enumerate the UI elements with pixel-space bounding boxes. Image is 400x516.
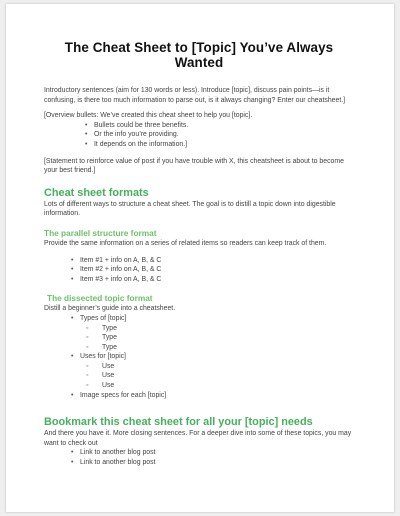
list-item-label: Types of [topic] xyxy=(80,314,127,322)
section-heading-bookmark: Bookmark this cheat sheet for all your [topic] needs xyxy=(44,416,313,429)
list-item: • Item #1 + info on A, B, & C xyxy=(80,256,354,266)
sub-list-item: ◦ Type xyxy=(102,324,354,334)
blog-post-link[interactable]: • Link to another blog post xyxy=(80,448,354,458)
list-item xyxy=(80,391,354,401)
list-item-label: Image specs for each [topic] xyxy=(80,391,167,399)
sub-list-item: ◦ Type xyxy=(102,333,354,343)
list-item: • It depends on the information.] xyxy=(94,140,354,150)
sub-list-item: ◦ Use xyxy=(102,371,354,381)
sub-list-item: ◦ Use xyxy=(102,362,354,372)
blog-post-link[interactable]: • Link to another blog post xyxy=(80,458,354,468)
closing-paragraph: And there you have it. More closing sentences. For a deeper dive into some of these topics, you may want to check out xyxy=(44,430,352,447)
list-item: • Bullets could be three benefits. xyxy=(94,121,354,131)
sub-list-item: ◦ Use xyxy=(102,381,354,391)
document-title: The Cheat Sheet to [Topic] You’ve Always Wanted xyxy=(64,40,334,70)
list-item-label: Uses for [topic] xyxy=(80,353,126,361)
sub-list xyxy=(80,324,354,353)
list-item: • Item #3 + info on A, B, & C xyxy=(80,275,354,285)
overview-paragraph: [Overview bullets: We’ve created this cheat sheet to help you [topic]. xyxy=(44,112,253,120)
dissected-item-list xyxy=(44,314,354,400)
statement-paragraph: [Statement to reinforce value of post if you have trouble with X, this cheatsheet is about to become your best friend.] xyxy=(44,157,344,175)
sub-list xyxy=(80,362,354,391)
formats-description: Lots of different ways to structure a cheat sheet. The goal is to distill a topic down into digestible information. xyxy=(44,200,336,218)
sub-list-item: ◦ Type xyxy=(102,343,354,353)
list-item: • Or the info you’re providing. xyxy=(94,130,354,140)
subheading-dissected: The dissected topic format xyxy=(47,293,153,304)
intro-paragraph: Introductory sentences (aim for 130 words or less). Introduce [topic], discuss pain points—is it confusing, is there too much information to parse out, is it always changing? Enter our cheatsheet.] xyxy=(44,87,346,104)
list-item xyxy=(80,314,354,352)
subheading-parallel: The parallel structure format xyxy=(44,227,157,238)
parallel-description: Provide the same information on a series of related items so readers can keep track of them. xyxy=(44,239,327,247)
overview-bullet-list xyxy=(44,121,354,150)
link-list xyxy=(44,448,354,467)
list-item xyxy=(80,352,354,390)
list-item: • Item #2 + info on A, B, & C xyxy=(80,265,354,275)
section-heading-formats: Cheat sheet formats xyxy=(44,186,149,199)
document-page xyxy=(6,4,394,512)
parallel-item-list xyxy=(44,256,354,285)
dissected-description: Distill a beginner’s guide into a cheatsheet. xyxy=(44,305,176,313)
